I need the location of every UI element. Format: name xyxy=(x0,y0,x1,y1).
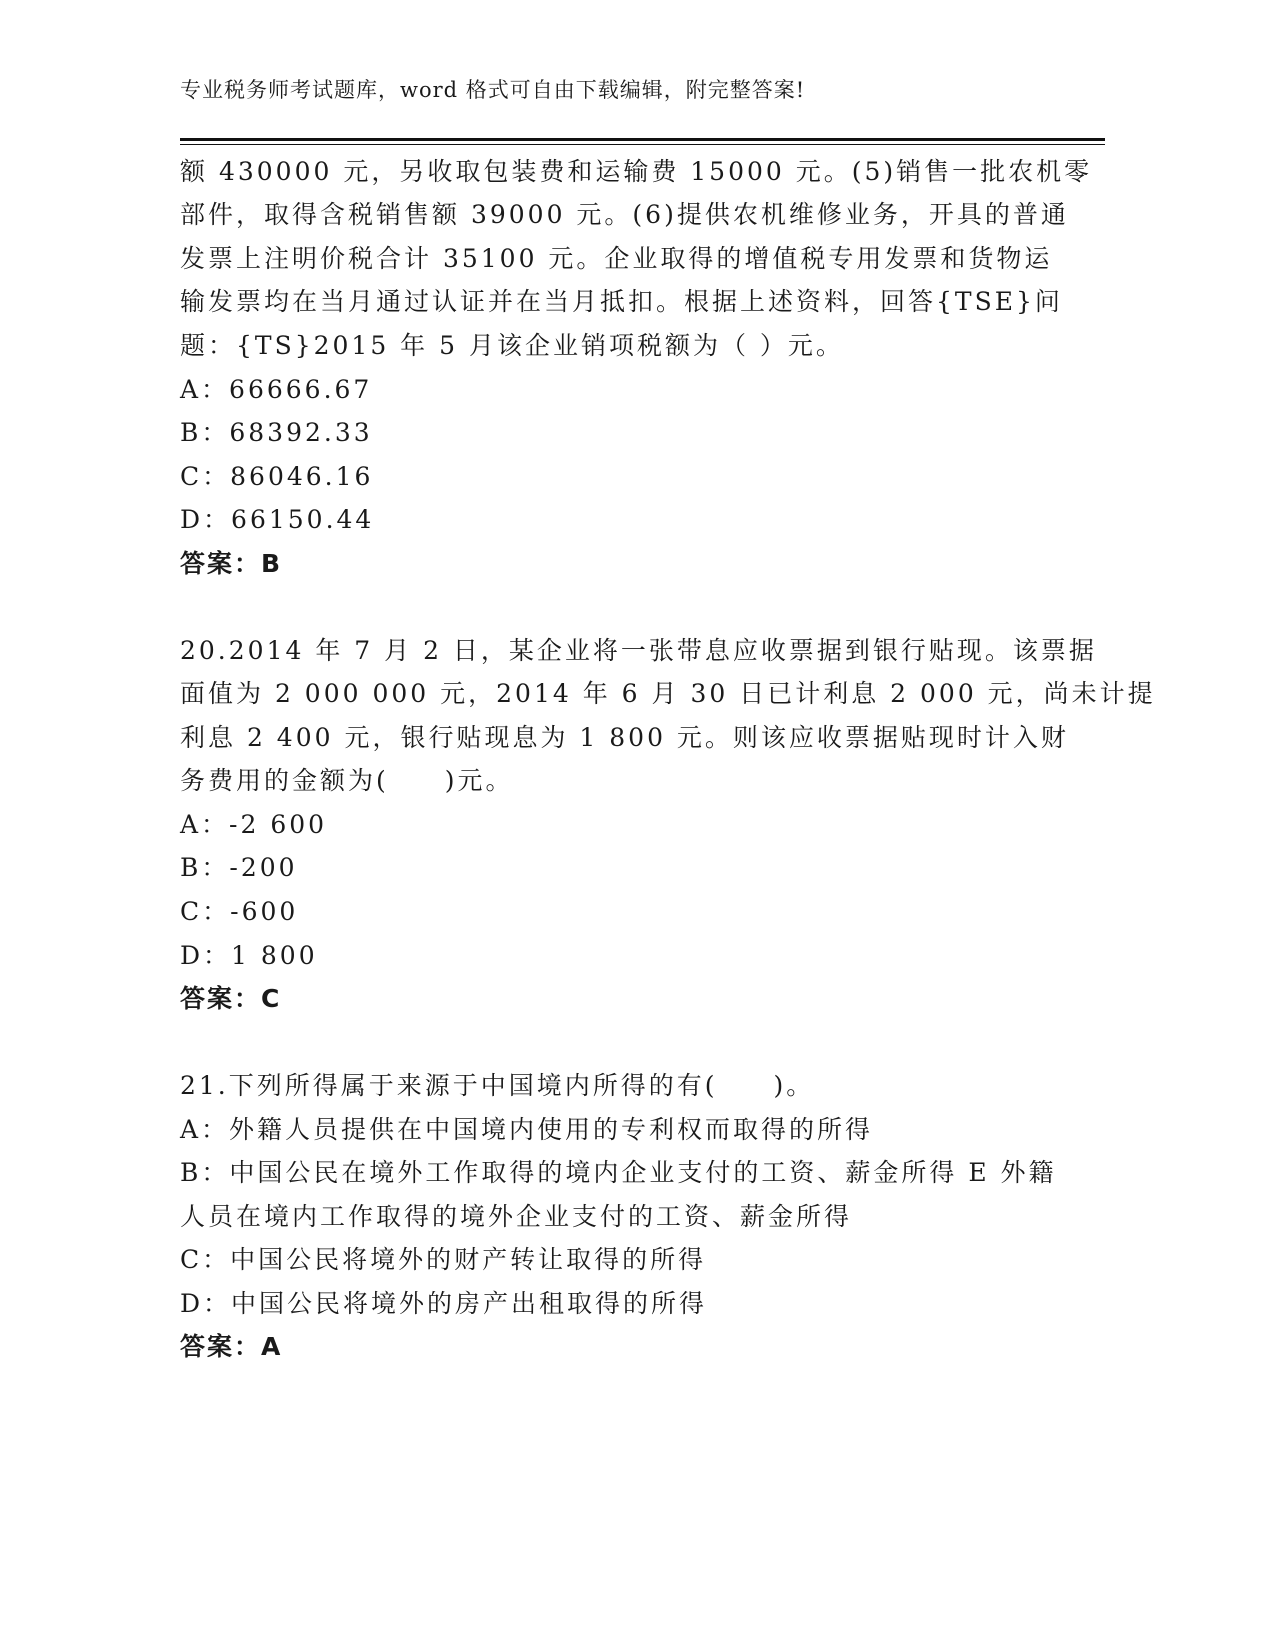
question-stem-line: 20.2014 年 7 月 2 日，某企业将一张带息应收票据到银行贴现。该票据 xyxy=(180,636,1097,665)
page-header: 专业税务师考试题库，word 格式可自由下载编辑，附完整答案! xyxy=(180,78,806,102)
question-stem-line: 题：{TS}2015 年 5 月该企业销项税额为（ ）元。 xyxy=(180,331,844,360)
option-a: A：66666.67 xyxy=(180,375,373,404)
question-stem-line: 21.下列所得属于来源于中国境内所得的有( )。 xyxy=(180,1071,815,1100)
answer: 答案：C xyxy=(180,984,282,1013)
question-stem-line: 发票上注明价税合计 35100 元。企业取得的增值税专用发票和货物运 xyxy=(180,244,1053,273)
option-b: B：68392.33 xyxy=(180,418,373,447)
answer: 答案：A xyxy=(180,1332,283,1361)
option-d: D：1 800 xyxy=(180,941,318,970)
option-a: A：-2 600 xyxy=(180,810,328,839)
option-b: B：中国公民在境外工作取得的境内企业支付的工资、薪金所得 E 外籍 xyxy=(180,1158,1057,1187)
option-b-continued: 人员在境内工作取得的境外企业支付的工资、薪金所得 xyxy=(180,1202,853,1231)
question-stem-line: 利息 2 400 元，银行贴现息为 1 800 元。则该应收票据贴现时计入财 xyxy=(180,723,1069,752)
option-d: D：66150.44 xyxy=(180,505,375,534)
question-stem-line: 面值为 2 000 000 元，2014 年 6 月 30 日已计利息 2 000 元，尚未计提 xyxy=(180,679,1156,708)
question-stem-line: 额 430000 元，另收取包装费和运输费 15000 元。(5)销售一批农机零 xyxy=(180,157,1093,186)
option-b: B：-200 xyxy=(180,853,298,882)
header-rule-thin xyxy=(180,144,1105,145)
answer: 答案：B xyxy=(180,549,283,578)
option-c: C：-600 xyxy=(180,897,299,926)
option-d: D：中国公民将境外的房产出租取得的所得 xyxy=(180,1289,708,1318)
question-stem-line: 务费用的金额为( )元。 xyxy=(180,766,514,795)
option-c: C：中国公民将境外的财产转让取得的所得 xyxy=(180,1245,707,1274)
option-a: A：外籍人员提供在中国境内使用的专利权而取得的所得 xyxy=(180,1115,874,1144)
header-rule-thick xyxy=(180,138,1105,141)
option-c: C：86046.16 xyxy=(180,462,374,491)
question-stem-line: 部件，取得含税销售额 39000 元。(6)提供农机维修业务，开具的普通 xyxy=(180,200,1069,229)
question-stem-line: 输发票均在当月通过认证并在当月抵扣。根据上述资料，回答{TSE}问 xyxy=(180,287,1063,316)
